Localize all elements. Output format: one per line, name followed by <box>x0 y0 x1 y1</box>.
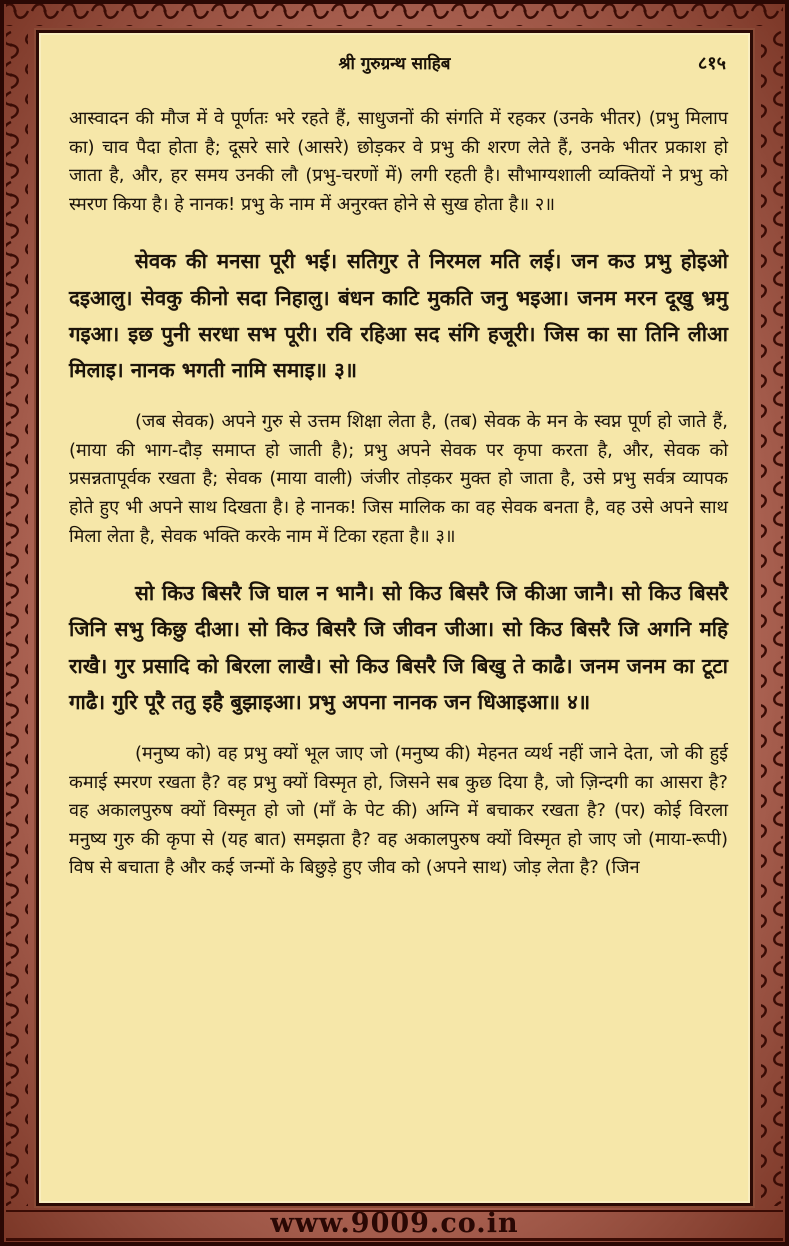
website-url: www.9009.co.in <box>270 1208 519 1239</box>
page-header <box>39 51 750 81</box>
scripture-page <box>36 30 753 1206</box>
page-content <box>69 105 728 883</box>
translation-paragraph: (मनुष्य को) वह प्रभु क्यों भूल जाए जो (मनुष्य की) मेहनत व्यर्थ नहीं जाने देता, जो की हुई कमाई स्मरण रखता है? वह प्रभु क्यों विस्मृत हो, जिसने सब कुछ दिया है, जो ज़िन्दगी का आसरा है? वह अकालपुरुष क्यों विस्मृत हो जो (माँ के पेट की) अग्नि में बचाकर रखता है? (पर) कोई विरला मनुष्य गुरु की कृपा से (यह बात) समझता है? वह अकालपुरुष क्यों विस्मृत हो जाए जो (माया-रूपी) विष से बचाता है और कई जन्मों के बिछुड़े हुए जीव को (अपने साथ) जोड़ लेता है? (जिन <box>69 742 728 879</box>
translation-paragraph: आस्वादन की मौज में वे पूर्णतः भरे रहते हैं, साधुजनों की संगति में रहकर (उनके भीतर) (प्रभु मिलाप का) चाव पैदा होता है; दूसरे सारे (आसरे) छोड़कर वे प्रभु की शरण लेते हैं, उनके भीतर प्रकाश हो जाता है, और, हर समय उनकी लौ (प्रभु-चरणों में) लगी रहती है। सौभाग्यशाली व्यक्तियों ने प्रभु को स्मरण किया है। हे नानक! प्रभु के नाम में अनुरक्त होने से सुख होता है॥ २॥ <box>69 108 728 215</box>
verse-stanza: सो किउ बिसरै जि घाल न भानै। सो किउ बिसरै जि कीआ जानै। सो किउ बिसरै जिनि सभु किछु दीआ। सो किउ बिसरै जि जीवन जीआ। सो किउ बिसरै जि अगनि महि राखै। गुर प्रसादि को बिरला लाखै। सो किउ बिसरै जि बिखु ते काढै। जनम जनम का टूटा गाढै। गुरि पूरै ततु इहै बुझाइआ। प्रभु अपना नानक जन धिआइआ॥ ४॥ <box>69 581 728 714</box>
verse-stanza: सेवक की मनसा पूरी भई। सतिगुर ते निरमल मति लई। जन कउ प्रभु होइओ दइआलु। सेवकु कीनो सदा निहालु। बंधन काटि मुकति जनु भइआ। जनम मरन दूखु भ्रमु गइआ। इछ पुनी सरधा सभ पूरी। रवि रहिआ सद संगि हजूरी। जिस का सा तिनि लीआ मिलाइ। नानक भगती नामि समाइ॥ ३॥ <box>69 249 728 382</box>
translation-paragraph: (जब सेवक) अपने गुरु से उत्तम शिक्षा लेता है, (तब) सेवक के मन के स्वप्न पूर्ण हो जाते हैं, (माया की भाग-दौड़ समाप्त हो जाती है); प्रभु अपने सेवक पर कृपा करता है, और, सेवक को प्रसन्नतापूर्वक रखता है; सेवक (माया वाली) जंजीर तोड़कर मुक्त हो जाता है, उसे प्रभु सर्वत्र व्यापक होते हुए भी अपने साथ दिखता है। हे नानक! जिस मालिक का वह सेवक बनता है, वह उसे अपने साथ मिला लेता है, सेवक भक्ति करके नाम में टिका रहता है॥ ३॥ <box>69 411 728 547</box>
page-number: ८१५ <box>697 53 726 74</box>
page-title: श्री गुरुग्रन्थ साहिब <box>338 54 451 74</box>
